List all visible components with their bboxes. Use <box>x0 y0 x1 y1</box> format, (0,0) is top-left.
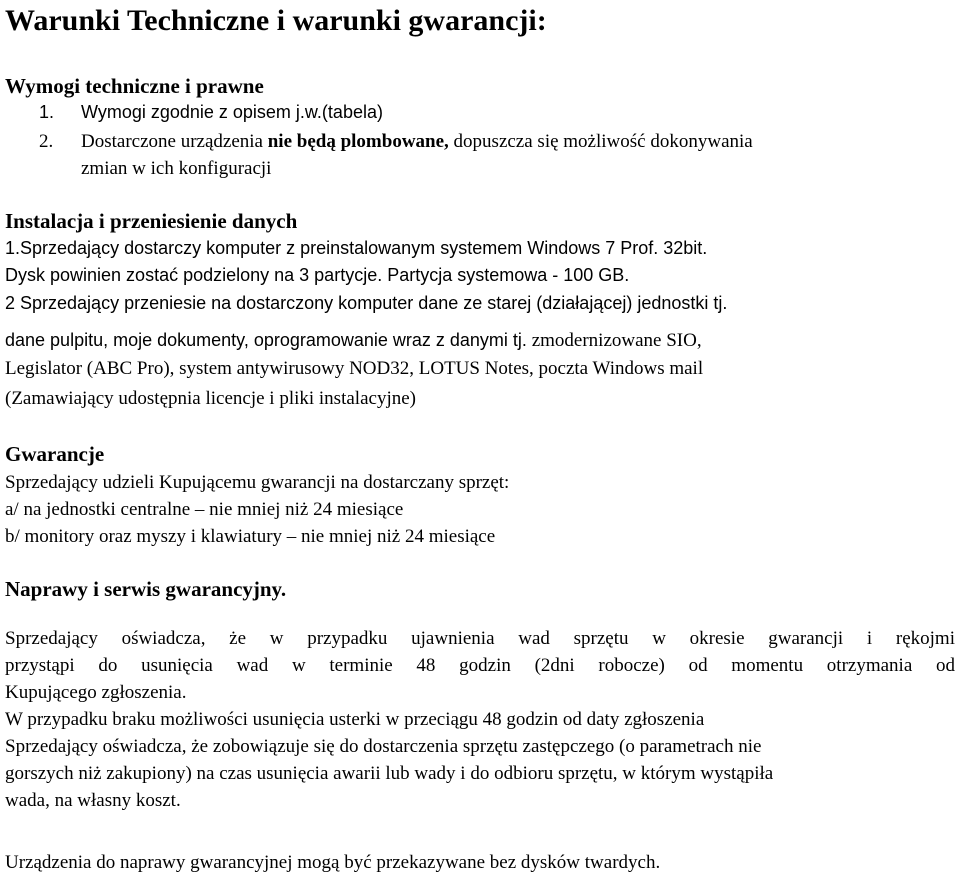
paragraph-line: Sprzedający oświadcza, że w przypadku ujawnienia wad sprzętu w okresie gwarancji i rękojmi <box>5 628 955 649</box>
paragraph-line: Urządzenia do naprawy gwarancyjnej mogą być przekazywane bez dysków twardych. <box>5 852 661 873</box>
paragraph-line-sans-part: dane pulpitu, moje dokumenty, oprogramowanie wraz z danymi tj. <box>5 330 527 350</box>
list-item-text <box>81 131 753 153</box>
list-item-text-part: dopuszcza się możliwość dokonywania <box>448 131 753 152</box>
list-item-text: zmian w ich konfiguracji <box>81 158 272 179</box>
paragraph-line: Dysk powinien zostać podzielony na 3 partycje. Partycja systemowa - 100 GB. <box>5 265 630 285</box>
paragraph-line: Sprzedający udzieli Kupującemu gwarancji na dostarczany sprzęt: <box>5 472 510 493</box>
paragraph-line: Legislator (ABC Pro), system antywirusowy NOD32, LOTUS Notes, poczta Windows mail <box>5 358 704 379</box>
paragraph-line: przystąpi do usunięcia wad w terminie 48 godzin (2dni robocze) od momentu otrzymania od <box>5 655 955 676</box>
paragraph-line: W przypadku braku możliwości usunięcia usterki w przeciągu 48 godzin od daty zgłoszenia <box>5 709 705 730</box>
paragraph-line: Sprzedający oświadcza, że zobowiązuje się do dostarczenia sprzętu zastępczego (o parametrach nie <box>5 736 762 757</box>
paragraph-line: 2 Sprzedający przeniesie na dostarczony komputer dane ze starej (działającej) jednostki tj. <box>5 293 728 313</box>
paragraph-line: b/ monitory oraz myszy i klawiatury – nie mniej niż 24 miesiące <box>5 526 496 547</box>
paragraph-line <box>5 329 702 352</box>
paragraph-line: 1.Sprzedający dostarczy komputer z preinstalowanym systemem Windows 7 Prof. 32bit. <box>5 238 708 258</box>
list-item-bold-text: nie będą plombowane, <box>267 131 449 152</box>
list-item-number: 1. <box>39 102 55 122</box>
list-item-text: Wymogi zgodnie z opisem j.w.(tabela) <box>81 102 383 122</box>
paragraph-line-serif-part: zmodernizowane SIO, <box>526 330 702 351</box>
paragraph-line: a/ na jednostki centralne – nie mniej niż 24 miesiące <box>5 499 404 520</box>
section-heading-gwarancje: Gwarancje <box>5 442 105 466</box>
paragraph-line: (Zamawiający udostępnia licencje i pliki instalacyjne) <box>5 388 416 409</box>
list-item-number: 2. <box>39 131 54 152</box>
section-heading-instalacja: Instalacja i przeniesienie danych <box>5 209 298 233</box>
paragraph-line: gorszych niż zakupiony) na czas usunięcia awarii lub wady i do odbioru sprzętu, w którym wystąpiła <box>5 763 774 784</box>
paragraph-line: Kupującego zgłoszenia. <box>5 682 187 703</box>
section-heading-wymogi: Wymogi techniczne i prawne <box>5 74 264 98</box>
list-item-text-part: Dostarczone urządzenia <box>81 131 268 152</box>
document-title: Warunki Techniczne i warunki gwarancji: <box>5 4 547 37</box>
section-heading-naprawy: Naprawy i serwis gwarancyjny. <box>5 577 287 601</box>
paragraph-line: wada, na własny koszt. <box>5 790 181 811</box>
